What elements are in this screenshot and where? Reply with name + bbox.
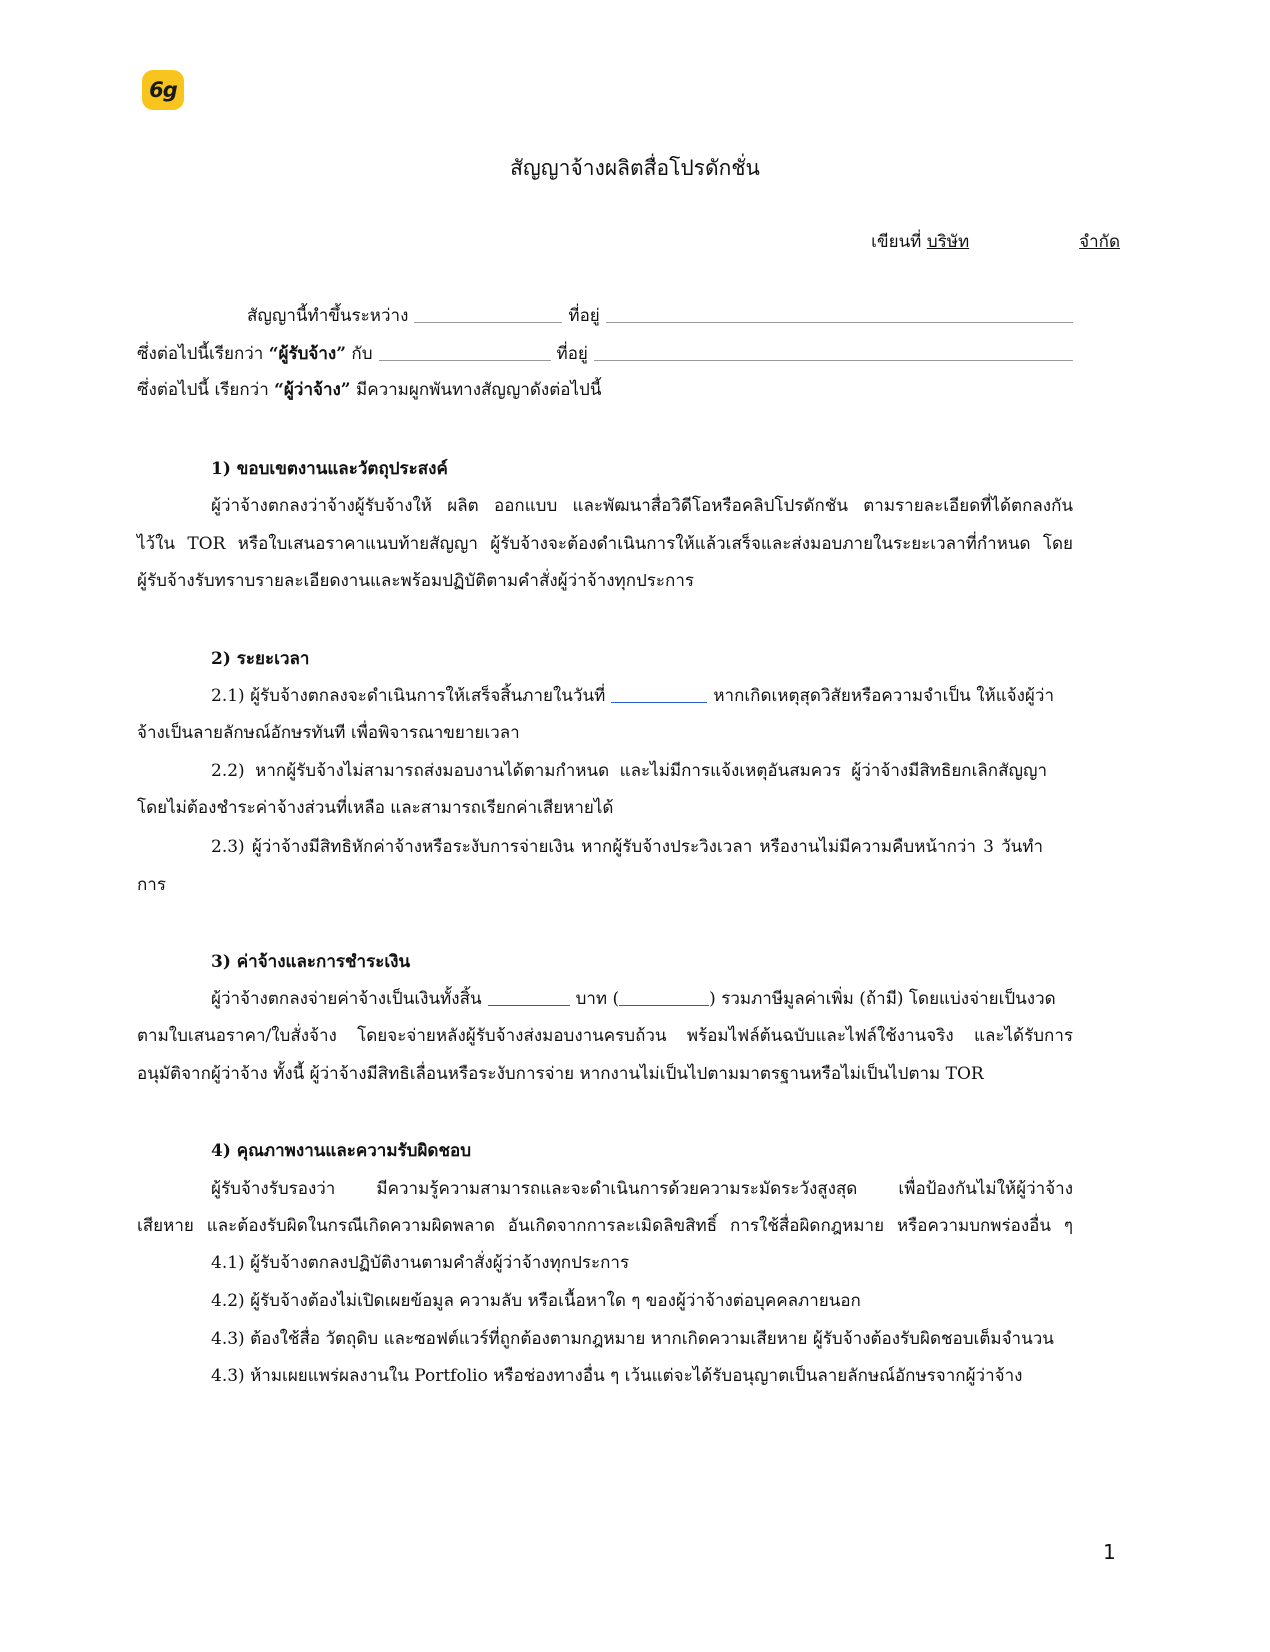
section-3-line-2: ตามใบเสนอราคา/ใบสั่งจ้าง โดยจะจ่ายหลังผู้รับจ้างส่งมอบงานครบถ้วน พร้อมไฟล์ต้นฉบับและไฟล์ใช้งานจริง และได้รับการ: [137, 1026, 1073, 1046]
section-2-item-3: 2.3) ผู้ว่าจ้างมีสิทธิหักค่าจ้างหรือระงับการจ่ายเงิน หากผู้รับจ้างประวิงเวลา หรืองานไม่มีความคืบหน้ากว่า 3 วันทำ: [211, 837, 1043, 857]
section-4-heading: 4) คุณภาพงานและความรับผิดชอบ: [211, 1141, 471, 1161]
company-name-field[interactable]: บริษัท จำกัด: [926, 232, 1120, 252]
section-2-item-2: 2.2) หากผู้รับจ้างไม่สามารถส่งมอบงานได้ตามกำหนด และไม่มีการแจ้งเหตุอันสมควร ผู้ว่าจ้างมีสิทธิยกเลิกสัญญา: [211, 761, 1047, 781]
completion-date-field[interactable]: [611, 701, 707, 703]
amount-text-field[interactable]: [619, 1004, 709, 1006]
section-4-item-1: 4.1) ผู้รับจ้างตกลงปฏิบัติงานตามคำสั่งผู้ว่าจ้างทุกประการ: [211, 1253, 630, 1273]
section-1-line-3: ผู้รับจ้างรับทราบรายละเอียดงานและพร้อมปฏิบัติตามคำสั่งผู้ว่าจ้างทุกประการ: [137, 571, 695, 591]
section-4-line-2: เสียหาย และต้องรับผิดในกรณีเกิดความผิดพลาด อันเกิดจากการละเมิดลิขสิทธิ์ การใช้สื่อผิดกฎหมาย หรือความบกพร่องอื่น ๆ: [137, 1216, 1073, 1236]
section-1-line-1: ผู้ว่าจ้างตกลงว่าจ้างผู้รับจ้างให้ ผลิต ออกแบบ และพัฒนาสื่อวิดีโอหรือคลิปโปรดักชัน ตามรายละเอียดที่ได้ตกลงกัน: [211, 496, 1073, 516]
parties-line-3: ซึ่งต่อไปนี้ เรียกว่า “ผู้ว่าจ้าง” มีความผูกพันทางสัญญาดังต่อไปนี้: [137, 380, 602, 400]
section-2-heading: 2) ระยะเวลา: [211, 649, 310, 669]
section-2-item-3-cont: การ: [137, 875, 166, 895]
party-b-name-field[interactable]: [379, 359, 551, 361]
section-2-item-1: 2.1) ผู้รับจ้างตกลงจะดำเนินการให้เสร็จสิ้นภายในวันที่ หากเกิดเหตุสุดวิสัยหรือความจำเป็น ให้แจ้งผู้ว่า: [211, 686, 1054, 706]
parties-line-2: ซึ่งต่อไปนี้เรียกว่า “ผู้รับจ้าง” กับ ที่อยู่: [137, 342, 1073, 366]
page-number: 1: [1103, 1540, 1116, 1564]
section-2-item-2-cont: โดยไม่ต้องชำระค่าจ้างส่วนที่เหลือ และสามารถเรียกค่าเสียหายได้: [137, 798, 614, 818]
section-4-item-3: 4.3) ต้องใช้สื่อ วัตถุดิบ และซอฟต์แวร์ที่ถูกต้องตามกฎหมาย หากเกิดความเสียหาย ผู้รับจ้างต้องรับผิดชอบเต็มจำนวน: [211, 1329, 1054, 1349]
section-3-line-1: ผู้ว่าจ้างตกลงจ่ายค่าจ้างเป็นเงินทั้งสิ้น บาท ( ) รวมภาษีมูลค่าเพิ่ม (ถ้ามี) โดยแบ่งจ่ายเป็นงวด: [211, 989, 1056, 1009]
party-a-address-field[interactable]: [606, 321, 1073, 323]
party-b-address-field[interactable]: [594, 359, 1073, 361]
section-1-heading: 1) ขอบเขตงานและวัตถุประสงค์: [211, 459, 448, 479]
brand-logo: 6g: [142, 70, 184, 110]
document-title: สัญญาจ้างผลิตสื่อโปรดักชั่น: [510, 156, 760, 180]
party-a-name-field[interactable]: [414, 321, 562, 323]
parties-line-1: สัญญานี้ทำขึ้นระหว่าง ที่อยู่: [247, 304, 1073, 328]
section-4-line-1: ผู้รับจ้างรับรองว่า มีความรู้ความสามารถและจะดำเนินการด้วยความระมัดระวังสูงสุด เพื่อป้องกันไม่ให้ผู้ว่าจ้าง: [211, 1179, 1073, 1199]
section-4-item-2: 4.2) ผู้รับจ้างต้องไม่เปิดเผยข้อมูล ความลับ หรือเนื้อหาใด ๆ ของผู้ว่าจ้างต่อบุคคลภายนอก: [211, 1291, 861, 1311]
section-3-line-3: อนุมัติจากผู้ว่าจ้าง ทั้งนี้ ผู้ว่าจ้างมีสิทธิเลื่อนหรือระงับการจ่าย หากงานไม่เป็นไปตามมาตรฐานหรือไม่เป็นไปตาม TOR: [137, 1064, 984, 1084]
amount-field[interactable]: [488, 1004, 570, 1006]
section-1-line-2: ไว้ใน TOR หรือใบเสนอราคาแนบท้ายสัญญา ผู้รับจ้างจะต้องดำเนินการให้แล้วเสร็จและส่งมอบภายในระยะเวลาที่กำหนด โดย: [137, 534, 1073, 554]
section-4-item-4: 4.3) ห้ามเผยแพร่ผลงานใน Portfolio หรือช่องทางอื่น ๆ เว้นแต่จะได้รับอนุญาตเป็นลายลักษณ์อักษรจากผู้ว่าจ้าง: [211, 1366, 1023, 1386]
written-at: เขียนที่ บริษัท จำกัด: [871, 232, 1120, 252]
section-3-heading: 3) ค่าจ้างและการชำระเงิน: [211, 952, 411, 972]
section-2-item-1-cont: จ้างเป็นลายลักษณ์อักษรทันที เพื่อพิจารณาขยายเวลา: [137, 723, 520, 743]
